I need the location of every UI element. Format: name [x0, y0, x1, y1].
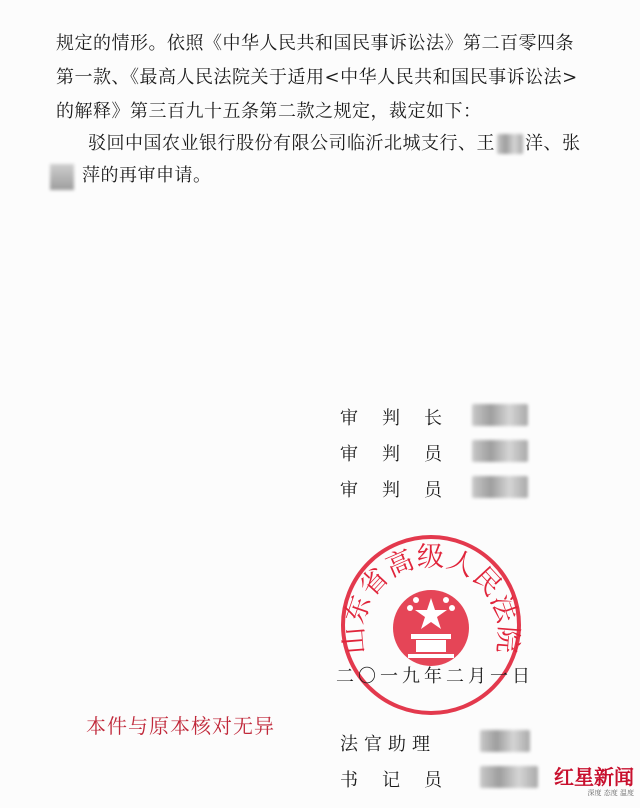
clerk-row — [340, 766, 466, 792]
watermark-slogan: 深度 态度 温度 — [587, 789, 634, 797]
ruling-text-end: 萍的再审申请。 — [82, 165, 212, 186]
ruling-text-part2: 洋、张 — [525, 133, 581, 154]
redacted-judge-name-1 — [472, 440, 528, 462]
assistant-label: 法官助理 — [340, 734, 436, 755]
redacted-clerk-name — [480, 766, 538, 788]
assistant-row — [340, 730, 440, 756]
redacted-name — [497, 134, 523, 154]
judge-row-1 — [340, 440, 466, 466]
body-line-3: 的解释》第三百九十五条第二款之规定，裁定如下： — [56, 101, 482, 122]
redacted-chief-judge-name — [472, 404, 528, 426]
chief-judge-row — [340, 404, 466, 430]
ruling-date: 二〇一九年二月一日 — [336, 666, 534, 687]
news-watermark — [554, 766, 634, 798]
court-seal — [338, 532, 524, 718]
redacted-judge-name-2 — [472, 476, 528, 498]
body-line-4 — [88, 132, 581, 156]
judge-label-1: 审判员 — [340, 444, 466, 465]
body-line-2: 第一款、《最高人民法院关于适用<中华人民共和国民事诉讼法> — [56, 67, 578, 88]
watermark-brand: 红星新闻 — [554, 765, 634, 789]
svg-text:山东省高级人民法院: 山东省高级人民法院 — [338, 542, 524, 656]
body-line-5 — [56, 164, 212, 188]
chief-judge-label: 审判长 — [340, 408, 466, 429]
national-emblem-icon — [393, 590, 469, 666]
certification-stamp: 本件与原本核对无异 — [86, 714, 275, 738]
body-line-1: 规定的情形。依照《中华人民共和国民事诉讼法》第二百零四条 — [56, 33, 574, 54]
judge-row-2 — [340, 476, 466, 502]
ruling-text-part1: 驳回中国农业银行股份有限公司临沂北城支行、王 — [88, 133, 495, 154]
redacted-assistant-name — [480, 730, 530, 752]
clerk-label: 书记员 — [340, 770, 466, 791]
judge-label-2: 审判员 — [340, 480, 466, 501]
